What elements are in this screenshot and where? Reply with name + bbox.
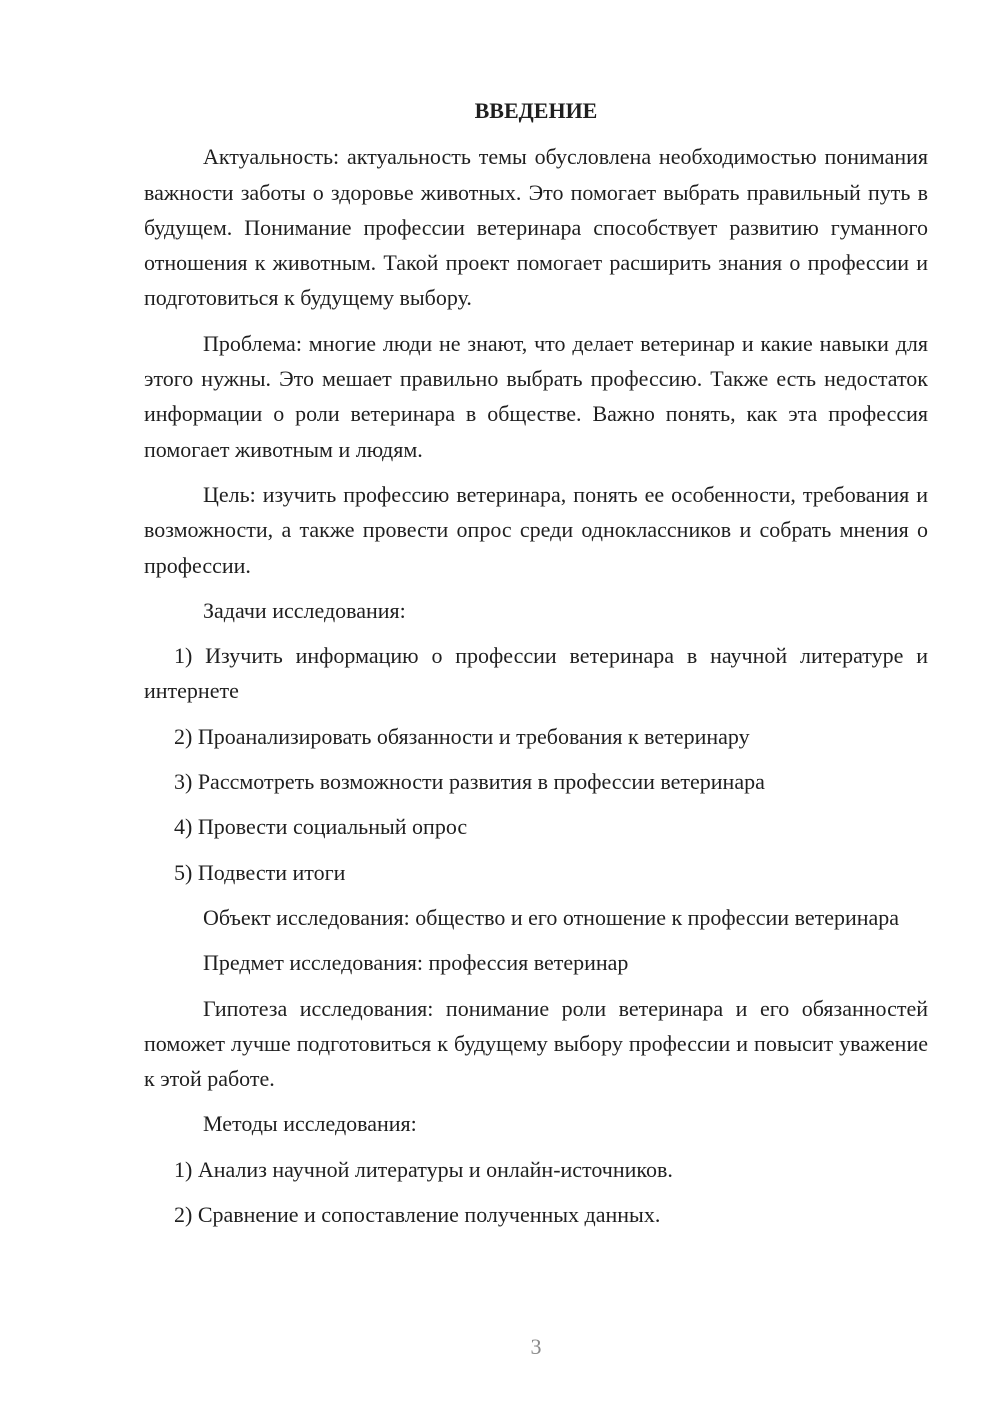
page-content — [144, 93, 928, 1242]
subject-paragraph: Предмет исследования: профессия ветеринар — [203, 950, 629, 976]
task-item-4: 4) Провести социальный опрос — [174, 814, 468, 840]
relevance-paragraph: Актуальность: актуальность темы обусловлена необходимостью понимания важности заботы о здоровье животных. Это помогает выбрать правильный путь в будущем. Понимание профессии ветеринара способствует развитию гуманного отношения к животным. Такой проект помогает расширить знания о профессии и подготовиться к будущему выбору. — [144, 144, 928, 311]
section-heading: ВВЕДЕНИЕ — [474, 98, 598, 123]
object-paragraph: Объект исследования: общество и его отношение к профессии ветеринара — [203, 904, 900, 930]
problem-paragraph: Проблема: многие люди не знают, что делает ветеринар и какие навыки для этого нужны. Это мешает правильно выбрать профессию. Также есть недостаток информации о роли ветеринара в обществе. Важно понять, как эта профессия помогает животным и людям. — [144, 330, 928, 462]
task-item-2: 2) Проанализировать обязанности и требования к ветеринару — [174, 723, 750, 749]
method-item-2: 2) Сравнение и сопоставление полученных данных. — [174, 1202, 661, 1228]
task-item-5: 5) Подвести итоги — [174, 859, 346, 885]
goal-paragraph: Цель: изучить профессию ветеринара, понять ее особенности, требования и возможности, а также провести опрос среди одноклассников и собрать мнения о профессии. — [144, 481, 928, 578]
task-item-1: 1) Изучить информацию о профессии ветеринара в научной литературе и интернете — [144, 643, 928, 704]
method-item-1: 1) Анализ научной литературы и онлайн-источников. — [174, 1156, 673, 1182]
task-item-3: 3) Рассмотреть возможности развития в профессии ветеринара — [174, 769, 765, 795]
page-number: 3 — [530, 1334, 542, 1359]
hypothesis-paragraph: Гипотеза исследования: понимание роли ветеринара и его обязанностей поможет лучше подготовиться к будущему выбору профессии и повысит уважение к этой работе. — [144, 995, 928, 1092]
methods-title: Методы исследования: — [203, 1111, 417, 1137]
tasks-title: Задачи исследования: — [203, 597, 406, 623]
